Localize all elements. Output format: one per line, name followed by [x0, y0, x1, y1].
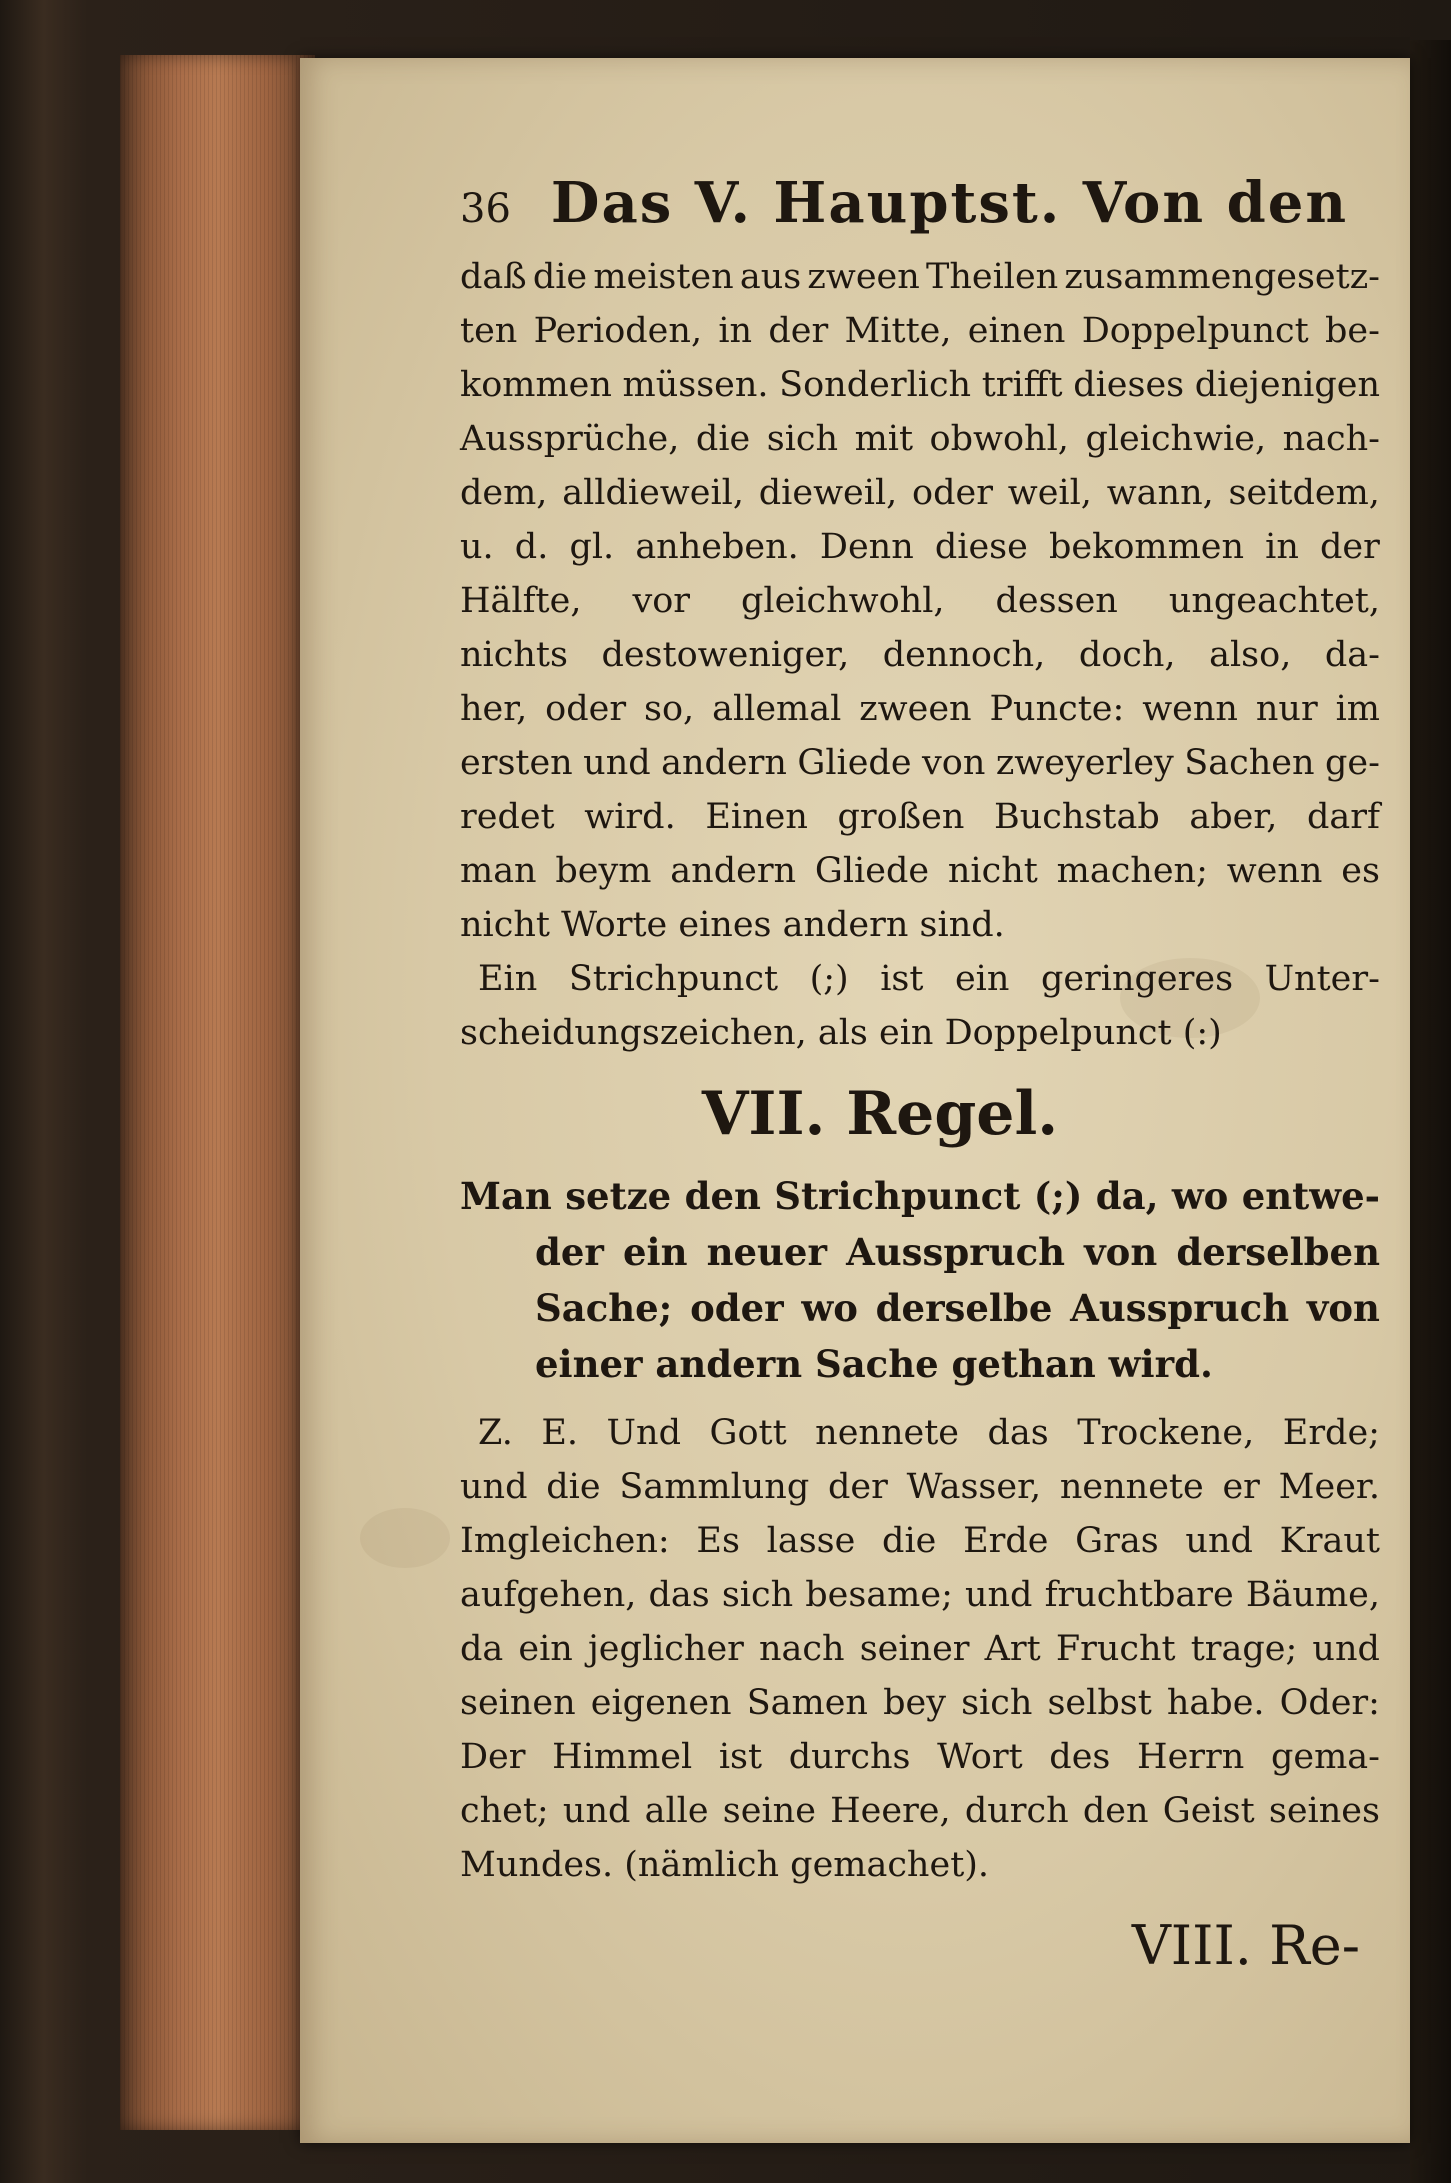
word: Aussprüche, [460, 419, 680, 459]
word: Imgleichen: [460, 1521, 670, 1561]
word: oder [545, 689, 627, 729]
word: d. [514, 527, 549, 567]
word: er [1222, 1467, 1260, 1507]
text-line [460, 574, 1380, 628]
word: dessen [995, 581, 1118, 621]
word: gl. [569, 527, 615, 567]
word: wenn [1142, 689, 1238, 729]
word: beym [555, 851, 652, 891]
word: Einen [705, 797, 808, 837]
word: neuer [706, 1230, 827, 1274]
word: durch [964, 1791, 1069, 1831]
word: wird. [584, 797, 676, 837]
running-head: Das V. Hauptst. Von den [550, 170, 1349, 236]
text-line [460, 1730, 1380, 1784]
word: einer andern Sache gethan wird. [535, 1342, 1213, 1386]
text-line [460, 952, 1380, 1006]
word: dem, [460, 473, 548, 513]
page-text [460, 168, 1380, 1986]
word: da- [1324, 635, 1380, 675]
word: scheidungszeichen, als ein Doppelpunct (:) [460, 1013, 1222, 1053]
word: Ausspruch [846, 1230, 1066, 1274]
word: die [532, 257, 588, 297]
word: dieweil, [758, 473, 898, 513]
word: Kraut [1279, 1521, 1380, 1561]
spacer [460, 1892, 1380, 1906]
word: ist [718, 1737, 763, 1777]
word: ten [460, 311, 518, 351]
word: bekommen [1049, 527, 1245, 567]
word: Doppelpunct [1081, 311, 1309, 351]
word: also, [1209, 635, 1292, 675]
word: Puncte: [989, 689, 1125, 729]
word: der [535, 1230, 604, 1274]
word: (;) [809, 959, 849, 999]
word: derselben [1176, 1230, 1380, 1274]
text-line [460, 1406, 1380, 1460]
spacer [460, 1392, 1380, 1406]
word: von [1084, 1230, 1158, 1274]
word: da, [1095, 1174, 1159, 1218]
word: zween [807, 257, 920, 297]
right-margin-shadow [1410, 40, 1451, 2183]
word: derselbe [875, 1286, 1053, 1330]
word: in [718, 311, 753, 351]
word: her, [460, 689, 528, 729]
word: sich [721, 1575, 794, 1615]
word: ein [954, 959, 1010, 999]
word: darf [1307, 797, 1380, 837]
word: wo [801, 1286, 858, 1330]
word: den [1082, 1791, 1149, 1831]
word: selbst [1047, 1683, 1152, 1723]
word: die [546, 1467, 601, 1507]
text-line [460, 1224, 1380, 1280]
word: mit [854, 419, 914, 459]
text-line [460, 412, 1380, 466]
word: meisten [593, 257, 734, 297]
word: Ein [478, 959, 538, 999]
rule-heading: VII. Regel. [701, 1079, 1059, 1149]
word: das [987, 1413, 1049, 1453]
word: nicht Worte eines andern sind. [460, 905, 1005, 945]
word: da [460, 1629, 504, 1669]
word: Z. [478, 1413, 513, 1453]
word: trage; [1190, 1629, 1298, 1669]
word: nur [1255, 689, 1318, 729]
word: müssen. [622, 365, 769, 405]
word: nennete [1059, 1467, 1204, 1507]
word: Strichpunct [774, 1174, 1021, 1218]
paper-stain [360, 1508, 450, 1568]
word: dennoch, [882, 635, 1046, 675]
word: zween [859, 689, 972, 729]
word: be- [1325, 311, 1380, 351]
word: sich [766, 419, 839, 459]
word: dieses [1073, 365, 1185, 405]
word: Erde [963, 1521, 1049, 1561]
word: besame; [805, 1575, 953, 1615]
word: Himmel [552, 1737, 693, 1777]
word: nichts [460, 635, 568, 675]
word: diejenigen [1194, 365, 1380, 405]
word: Bäume, [1245, 1575, 1380, 1615]
word: Theilen [925, 257, 1059, 297]
word: ge- [1324, 743, 1380, 783]
text-line [460, 1622, 1380, 1676]
word: Art [984, 1629, 1041, 1669]
word: Ausspruch [1070, 1286, 1290, 1330]
word: eigenen [590, 1683, 732, 1723]
word: großen [837, 797, 965, 837]
word: und [1312, 1629, 1380, 1669]
word: fruchtbare [1044, 1575, 1234, 1615]
word: man [460, 851, 537, 891]
text-line [460, 1006, 1380, 1060]
word: Frucht [1055, 1629, 1176, 1669]
text-line [460, 1514, 1380, 1568]
text-line [460, 358, 1380, 412]
word: ungeachtet, [1168, 581, 1380, 621]
text-line [460, 1568, 1380, 1622]
word: u. [460, 527, 494, 567]
word: wann, [1106, 473, 1214, 513]
word: alle [644, 1791, 709, 1831]
word: habe. [1166, 1683, 1265, 1723]
word: der [1320, 527, 1380, 567]
word: Sache; [535, 1286, 673, 1330]
book-page-edges [120, 55, 315, 2130]
text-line [460, 1676, 1380, 1730]
word: ein [623, 1230, 688, 1274]
word: gema- [1270, 1737, 1380, 1777]
word: andern [661, 743, 787, 783]
word: allemal [712, 689, 842, 729]
word: Perioden, [533, 311, 703, 351]
word: seines [1268, 1791, 1380, 1831]
word: ist [880, 959, 924, 999]
word: in [1265, 527, 1299, 567]
word: Mundes. (nämlich gemachet). [460, 1845, 990, 1885]
word: die [882, 1521, 937, 1561]
word: durchs [788, 1737, 911, 1777]
running-header [460, 168, 1380, 250]
text-line [460, 1280, 1380, 1336]
word: der [828, 1467, 888, 1507]
word: einen [967, 311, 1066, 351]
word: nach- [1282, 419, 1380, 459]
word: Strichpunct [568, 959, 779, 999]
word: Sammlung [619, 1467, 810, 1507]
word: daß [460, 257, 527, 297]
word: kommen [460, 365, 612, 405]
word: Trockene, [1077, 1413, 1255, 1453]
word: Hälfte, [460, 581, 582, 621]
text-line [460, 520, 1380, 574]
word: Erde; [1282, 1413, 1380, 1453]
word: sich [961, 1683, 1033, 1723]
word: doch, [1078, 635, 1176, 675]
word: geringeres [1040, 959, 1234, 999]
text-line [460, 1784, 1380, 1838]
word: aber, [1189, 797, 1278, 837]
word: oder [912, 473, 993, 513]
word: und [562, 1791, 631, 1831]
word: wo [1171, 1174, 1229, 1218]
word: wenn [1226, 851, 1323, 891]
word: obwohl, [929, 419, 1069, 459]
word: von [1306, 1286, 1380, 1330]
word: weil, [1007, 473, 1092, 513]
word: Gras [1075, 1521, 1159, 1561]
word: zweyerley [995, 743, 1174, 783]
word: Geist [1162, 1791, 1255, 1831]
word: Gott [709, 1413, 787, 1453]
word: Gliede [797, 743, 912, 783]
word: oder [690, 1286, 784, 1330]
rule-text [460, 1168, 1380, 1392]
word: so, [644, 689, 695, 729]
word: im [1335, 689, 1380, 729]
word: Unter- [1264, 959, 1380, 999]
word: Samen [746, 1683, 868, 1723]
word: Mitte, [844, 311, 952, 351]
word: Sonderlich [779, 365, 972, 405]
word: aufgehen, [460, 1575, 637, 1615]
word: ersten [460, 743, 573, 783]
word: gleichwohl, [741, 581, 945, 621]
example-paragraph [460, 1406, 1380, 1892]
word: destoweniger, [601, 635, 850, 675]
text-line [460, 250, 1380, 304]
word: (;) [1033, 1174, 1083, 1218]
word: seitdem, [1228, 473, 1380, 513]
word: machen; [1056, 851, 1208, 891]
word: entwe- [1241, 1174, 1380, 1218]
word: des [1049, 1737, 1111, 1777]
word: Herrn [1137, 1737, 1245, 1777]
word: Wort [937, 1737, 1023, 1777]
paragraph-2 [460, 952, 1380, 1060]
text-line [460, 1168, 1380, 1224]
word: seine [722, 1791, 816, 1831]
text-line [460, 1336, 1380, 1392]
word: Der [460, 1737, 526, 1777]
word: setze [565, 1174, 672, 1218]
word: Heere, [830, 1791, 951, 1831]
word: nennete [815, 1413, 959, 1453]
word: nicht [947, 851, 1038, 891]
word: den [684, 1174, 761, 1218]
word: diese [934, 527, 1028, 567]
word: E. [541, 1413, 579, 1453]
word: Wasser, [906, 1467, 1042, 1507]
word: Meer. [1278, 1467, 1380, 1507]
word: anheben. [635, 527, 799, 567]
word: das [648, 1575, 710, 1615]
word: alldieweil, [562, 473, 744, 513]
word: es [1341, 851, 1380, 891]
word: aus [739, 257, 802, 297]
word: Man [460, 1174, 552, 1218]
word: seinen [460, 1683, 576, 1723]
word: Buchstab [994, 797, 1160, 837]
text-line [460, 1838, 1380, 1892]
word: und [460, 1467, 528, 1507]
word: redet [460, 797, 555, 837]
word: und [583, 743, 651, 783]
paragraph-1 [460, 250, 1380, 952]
text-line [460, 736, 1380, 790]
word: jeglicher [587, 1629, 744, 1669]
text-line [460, 790, 1380, 844]
word: chet; [460, 1791, 549, 1831]
word: Denn [819, 527, 914, 567]
word: von [921, 743, 986, 783]
text-line [460, 628, 1380, 682]
page-number: 36 [460, 186, 511, 232]
word: andern [670, 851, 797, 891]
word: der [768, 311, 829, 351]
word: nach [759, 1629, 845, 1669]
text-line [460, 1460, 1380, 1514]
catchword: VIII. Re- [1131, 1914, 1360, 1977]
book-page [300, 58, 1410, 2143]
word: Oder: [1279, 1683, 1380, 1723]
word: vor [632, 581, 691, 621]
word: die [695, 419, 751, 459]
word: Gliede [814, 851, 930, 891]
text-line [460, 682, 1380, 736]
word: Sachen [1184, 743, 1315, 783]
word: seiner [859, 1629, 970, 1669]
word: Es [696, 1521, 740, 1561]
word: und [964, 1575, 1033, 1615]
text-line [460, 304, 1380, 358]
word: ein [518, 1629, 573, 1669]
word: trifft [981, 365, 1063, 405]
word: bey [883, 1683, 946, 1723]
word: zusammengesetz- [1064, 257, 1380, 297]
text-line [460, 466, 1380, 520]
word: gleichwie, [1085, 419, 1267, 459]
text-line [460, 844, 1380, 898]
word: und [1185, 1521, 1253, 1561]
text-line [460, 898, 1380, 952]
word: Und [606, 1413, 681, 1453]
word: lasse [766, 1521, 856, 1561]
